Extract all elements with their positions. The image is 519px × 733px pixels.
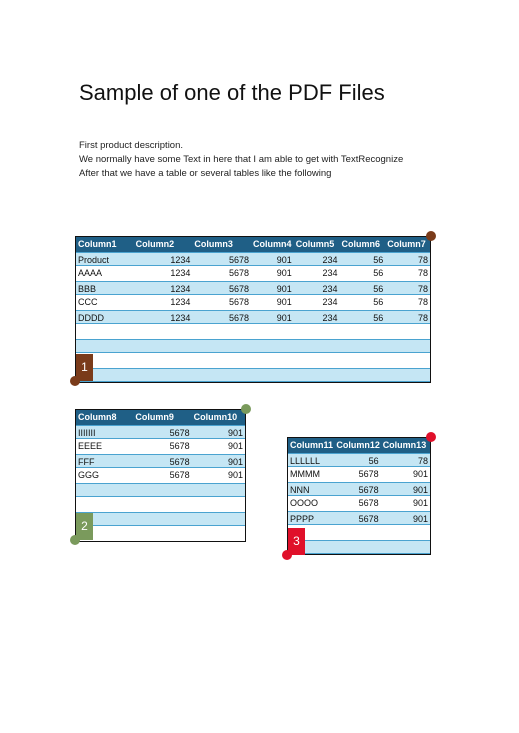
table-row <box>288 525 430 540</box>
table-cell: 901 <box>276 312 292 323</box>
table-cell: 234 <box>322 283 338 294</box>
table-cell: IIIIIII <box>78 427 96 438</box>
table-cell <box>133 526 191 541</box>
column-header: Column3 <box>194 239 233 249</box>
table-cell <box>385 340 430 353</box>
table-cell: 56 <box>368 455 379 466</box>
table-cell: 901 <box>412 484 428 495</box>
column-header: Column5 <box>295 239 335 249</box>
table-cell: 901 <box>276 283 292 294</box>
table-cell: AAAA <box>78 268 103 278</box>
table-cell: DDDD <box>78 312 104 323</box>
table-header-row <box>76 410 245 425</box>
table-cell: 5678 <box>228 297 250 307</box>
table-cell: 1234 <box>170 268 191 278</box>
table-cell <box>192 324 251 339</box>
column-header: Column4 <box>253 239 292 249</box>
table-cell: 5678 <box>169 441 190 451</box>
table-cell: 901 <box>227 427 244 438</box>
table-cell: 901 <box>276 268 292 278</box>
table-cell: 78 <box>418 297 429 307</box>
table-cell: 5678 <box>228 268 250 278</box>
table-cell <box>294 340 340 353</box>
table-cell: EEEE <box>78 441 103 451</box>
table-cell: 234 <box>322 268 338 278</box>
table-header-row <box>288 438 430 453</box>
table-cell: CCC <box>78 297 98 307</box>
table-row <box>76 497 245 512</box>
table-cell <box>192 513 245 526</box>
table-row <box>76 339 430 354</box>
table-row <box>76 281 430 296</box>
table-cell: MMMM <box>290 469 320 479</box>
table-cell: BBB <box>78 283 97 294</box>
table-cell: 78 <box>417 455 428 466</box>
table-cell: GGG <box>78 470 100 480</box>
column-header: Column9 <box>135 412 174 422</box>
table-cell <box>76 484 133 497</box>
table-cell: NNN <box>290 484 310 495</box>
table-cell <box>340 369 386 382</box>
table-cell: 5678 <box>358 469 379 479</box>
table-cell <box>340 324 386 339</box>
column-header: Column2 <box>135 239 175 249</box>
table-cell <box>251 324 294 339</box>
table-cell: 901 <box>412 498 428 508</box>
table-cell: 5678 <box>228 312 250 323</box>
table-cell <box>294 353 340 368</box>
table-cell <box>385 324 430 339</box>
table-cell: 1234 <box>170 312 191 323</box>
table-cell: 901 <box>412 469 428 479</box>
table-row <box>76 368 430 383</box>
table-cell: 56 <box>373 254 384 265</box>
table-cell <box>334 525 380 540</box>
table-cell <box>251 353 294 368</box>
selection-handle-dot[interactable] <box>282 550 292 560</box>
table-cell: 5678 <box>358 513 379 524</box>
table-cell <box>133 497 191 512</box>
table-cell <box>381 541 430 554</box>
table-row <box>76 353 430 368</box>
table-row <box>288 496 430 511</box>
selection-handle-dot[interactable] <box>70 376 80 386</box>
column-header: Column7 <box>387 239 426 249</box>
table-cell: 56 <box>373 312 384 323</box>
table-row <box>288 453 430 468</box>
column-header: Column6 <box>341 239 381 249</box>
table-cell: PPPP <box>290 513 315 524</box>
table-row <box>288 511 430 526</box>
table-cell <box>192 353 251 368</box>
selection-handle-dot[interactable] <box>241 404 251 414</box>
table-cell: 901 <box>276 254 292 265</box>
selection-handle-dot[interactable] <box>70 535 80 545</box>
table-cell: 1234 <box>170 297 191 307</box>
column-header: Column13 <box>382 440 427 450</box>
table-row <box>288 467 430 482</box>
column-header: Column11 <box>290 440 334 450</box>
table-cell <box>134 369 193 382</box>
table-cell: 234 <box>322 254 338 265</box>
table-cell <box>294 369 340 382</box>
table-cell: FFF <box>78 456 95 467</box>
table-cell <box>133 484 191 497</box>
table-cell <box>76 324 134 339</box>
table-cell <box>340 353 386 368</box>
table-number-badge: 2 <box>76 513 93 540</box>
selection-handle-dot[interactable] <box>426 432 436 442</box>
data-table-2 <box>75 409 246 542</box>
page-title: Sample of one of the PDF Files <box>79 80 385 105</box>
table-cell <box>340 340 386 353</box>
table-cell: 901 <box>227 456 244 467</box>
data-table-3 <box>287 437 431 555</box>
table-cell <box>334 541 380 554</box>
table-cell: 5678 <box>169 427 190 438</box>
table-cell: 901 <box>227 441 244 451</box>
table-row <box>76 310 430 325</box>
table-cell <box>76 497 133 512</box>
table-cell: 56 <box>373 268 384 278</box>
table-row <box>76 526 245 541</box>
table-cell: 234 <box>322 297 338 307</box>
table-row <box>76 439 245 454</box>
table-cell: 5678 <box>358 484 379 495</box>
table-cell: 78 <box>418 312 429 323</box>
column-header: Column1 <box>78 239 117 249</box>
column-header: Column12 <box>336 440 380 450</box>
table-cell: 56 <box>373 297 384 307</box>
table-row <box>288 482 430 497</box>
description-line-3: After that we have a table or several tables like the following <box>79 168 332 179</box>
table-cell <box>192 340 251 353</box>
table-cell <box>134 340 193 353</box>
table-number-badge: 1 <box>76 354 93 381</box>
table-cell: 5678 <box>169 470 190 480</box>
table-cell: 5678 <box>228 254 250 265</box>
table-cell: 901 <box>412 513 428 524</box>
table-cell: 901 <box>276 297 292 307</box>
table-cell: 1234 <box>170 283 191 294</box>
table-cell: 901 <box>227 470 244 480</box>
table-cell: 5678 <box>228 283 250 294</box>
column-header: Column10 <box>193 412 238 422</box>
table-cell <box>192 497 245 512</box>
table-cell: 234 <box>322 312 338 323</box>
table-row <box>76 468 245 483</box>
table-cell <box>381 525 430 540</box>
table-cell <box>192 369 251 382</box>
table-cell: 5678 <box>169 456 190 467</box>
table-cell <box>133 513 191 526</box>
table-cell: LLLLLL <box>290 455 321 466</box>
table-cell: 78 <box>418 268 429 278</box>
table-cell <box>192 484 245 497</box>
table-cell <box>385 353 430 368</box>
table-row <box>76 324 430 339</box>
selection-handle-dot[interactable] <box>426 231 436 241</box>
table-number-badge: 3 <box>288 528 305 555</box>
table-cell <box>385 369 430 382</box>
table-row <box>288 540 430 555</box>
table-cell <box>192 526 245 541</box>
table-cell <box>134 324 193 339</box>
table-row <box>76 454 245 469</box>
table-header-row <box>76 237 430 252</box>
table-cell <box>134 353 193 368</box>
table-row <box>76 252 430 267</box>
column-header: Column8 <box>78 412 117 422</box>
table-cell: 78 <box>418 254 429 265</box>
table-row <box>76 295 430 310</box>
table-cell: 5678 <box>358 498 379 508</box>
table-cell: 1234 <box>170 254 191 265</box>
table-cell <box>251 340 294 353</box>
table-cell: 78 <box>418 283 429 294</box>
table-cell: OOOO <box>290 498 319 508</box>
table-row <box>76 512 245 527</box>
table-row <box>76 483 245 498</box>
description-line-1: First product description. <box>79 140 184 151</box>
table-cell <box>294 324 340 339</box>
table-row <box>76 266 430 281</box>
table-cell <box>76 340 134 353</box>
description-line-2: We normally have some Text in here that I am able to get with TextRecognize <box>79 154 404 165</box>
table-cell: 56 <box>373 283 384 294</box>
data-table-1 <box>75 236 431 383</box>
table-row <box>76 425 245 440</box>
table-cell: Product <box>78 254 110 265</box>
table-cell <box>251 369 294 382</box>
